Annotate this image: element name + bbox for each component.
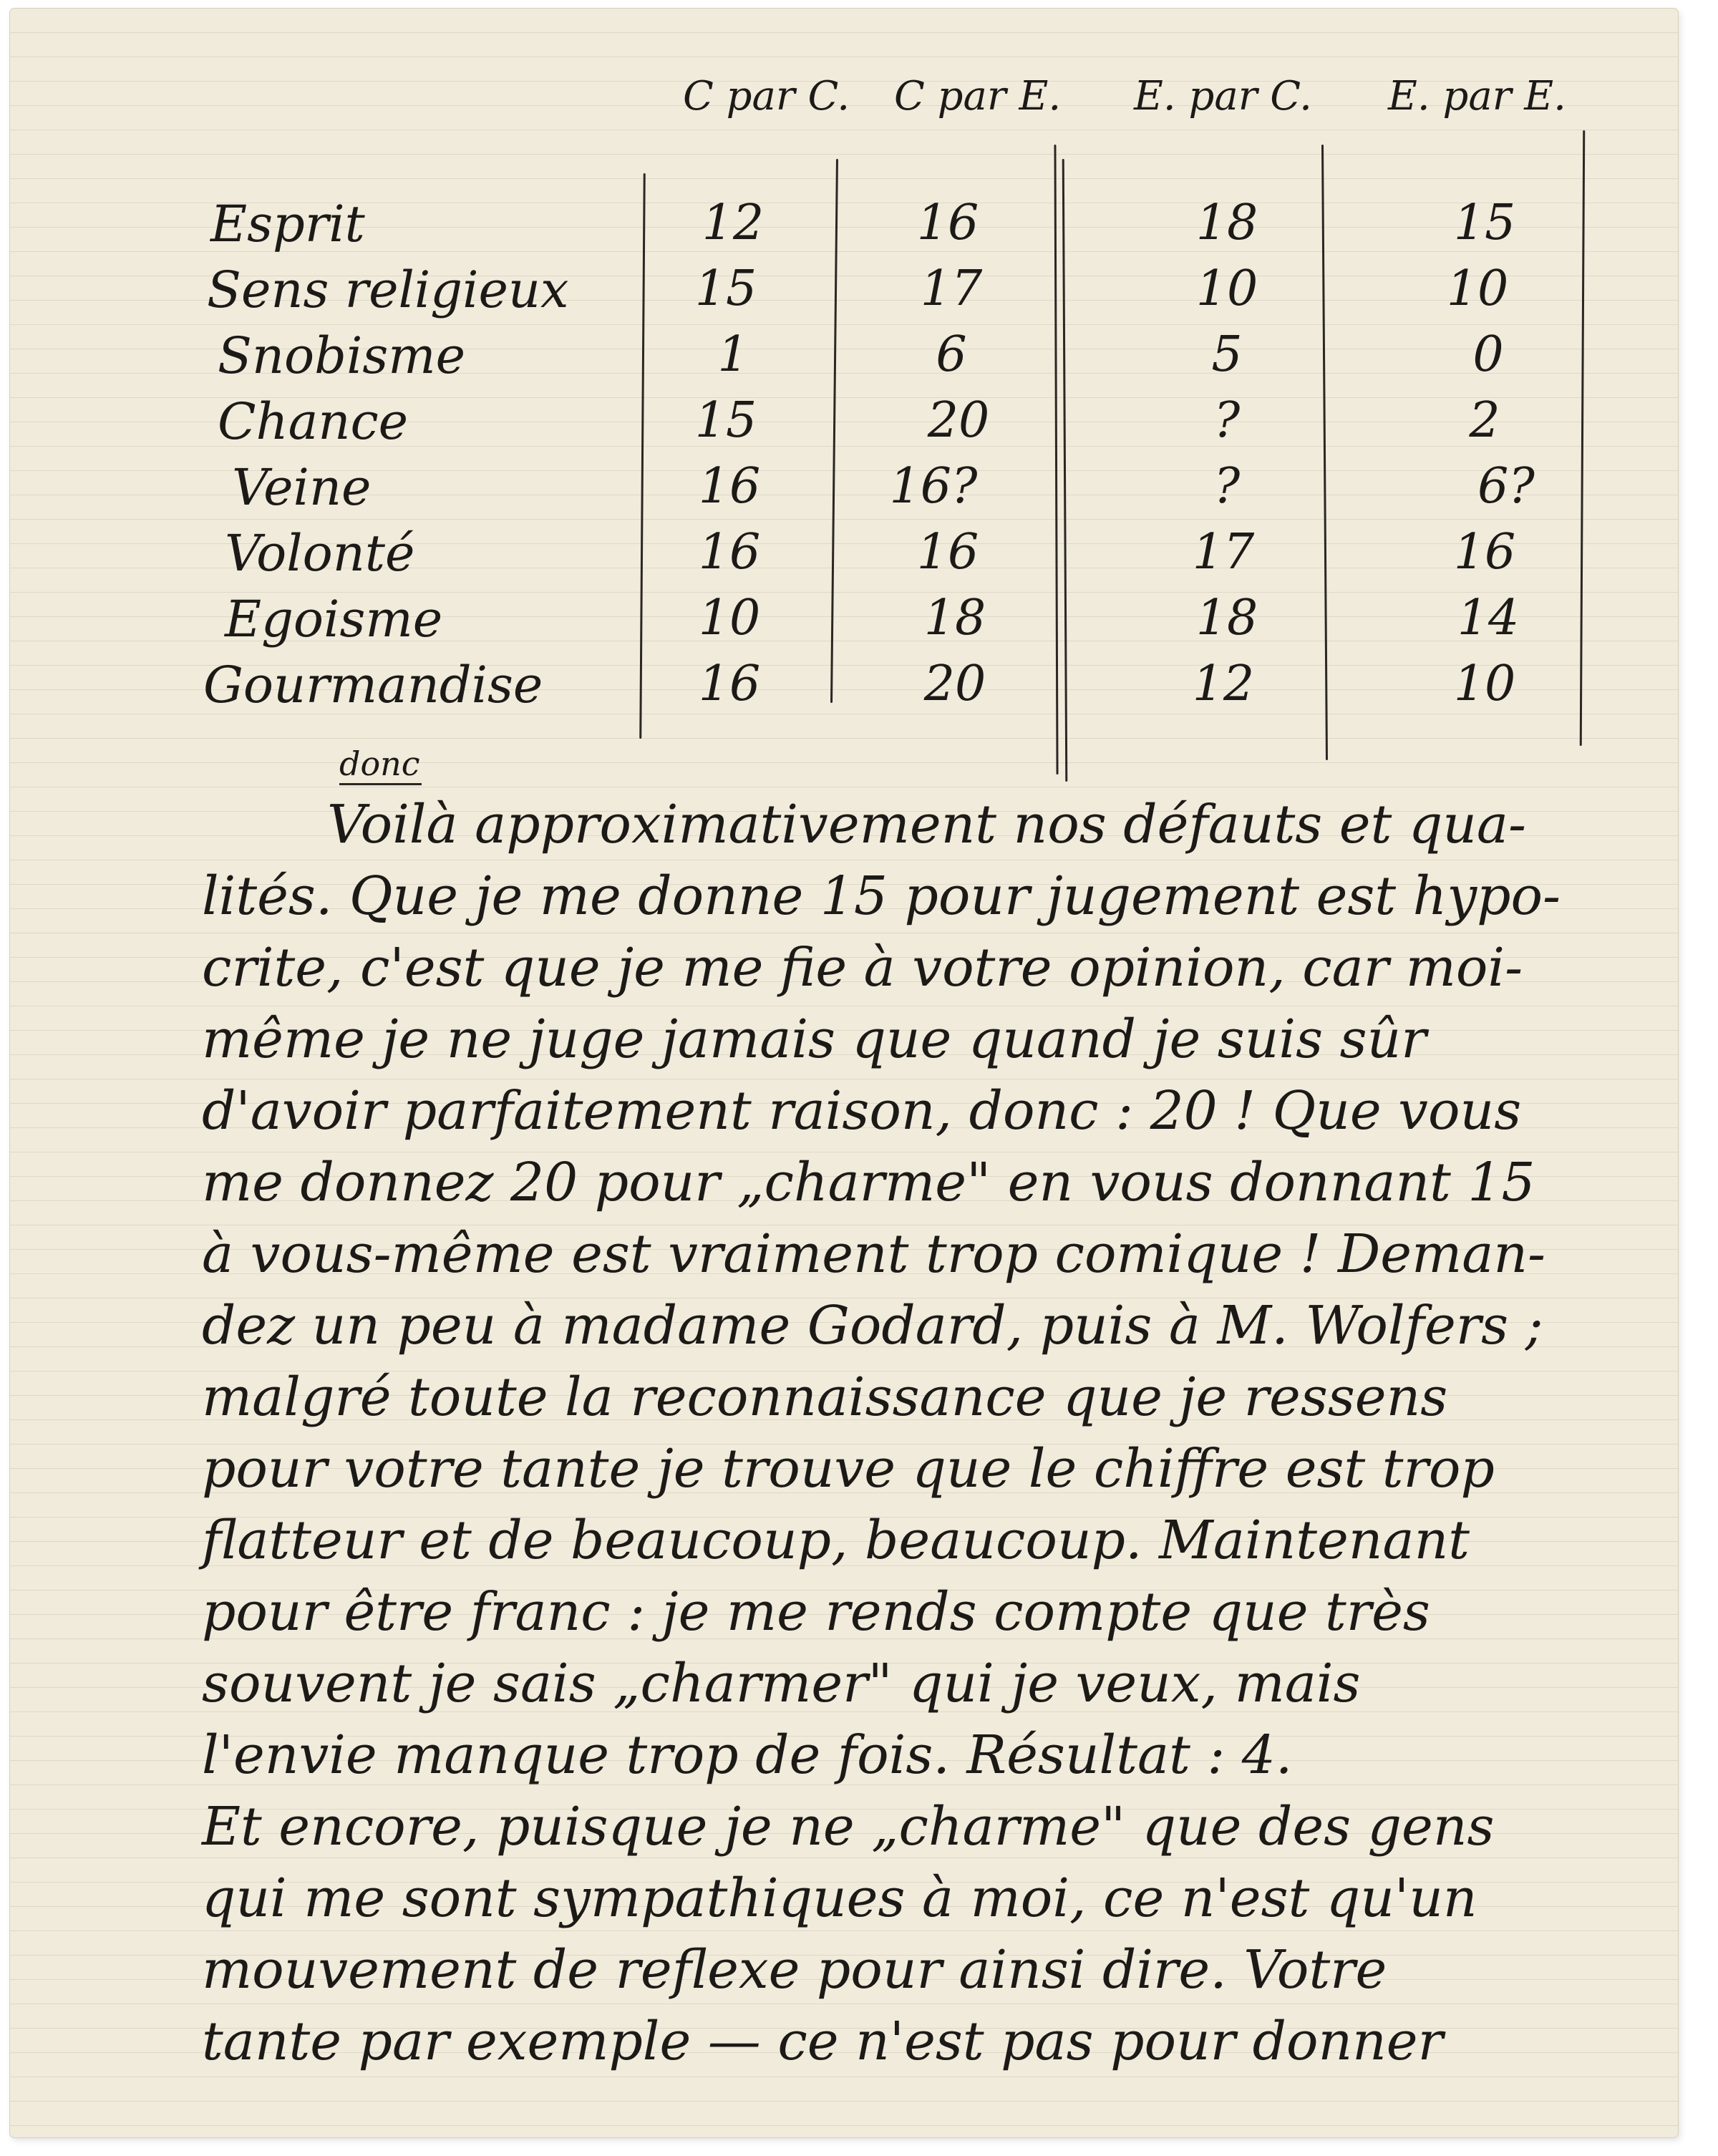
table-row [203, 656, 1621, 720]
table-row [203, 326, 1621, 391]
text-line: souvent je sais „charmer" qui je veux, mais [202, 1653, 1361, 1714]
table-cell: 12 [1192, 656, 1255, 712]
table-cell: ? [1213, 458, 1241, 515]
column-header: C par E. [894, 73, 1062, 120]
table-cell: 17 [1192, 524, 1255, 581]
text-line: dez un peu à madame Godard, puis à M. Wolfers ; [202, 1295, 1543, 1356]
letter-page [10, 9, 1678, 2137]
text-line: malgré toute la reconnaissance que je ressens [202, 1366, 1448, 1428]
table-row [203, 261, 1621, 325]
table-cell: 1 [717, 326, 749, 383]
table-cell: 0 [1472, 326, 1504, 383]
text-line: Et encore, puisque je ne „charme" que des gens [202, 1796, 1495, 1858]
table-cell: 16 [698, 458, 761, 515]
table-cell: 16 [916, 524, 979, 581]
column-header: C par C. [683, 73, 850, 120]
table-cell: 10 [1453, 656, 1516, 712]
row-label: Esprit [210, 195, 365, 253]
table-cell: 18 [1195, 590, 1258, 646]
text-line: pour votre tante je trouve que le chiffre est trop [202, 1438, 1495, 1500]
table-cell: 10 [1195, 261, 1258, 317]
table-cell: 2 [1469, 392, 1500, 449]
table-cell: 16 [698, 656, 761, 712]
table-cell: 15 [694, 392, 757, 449]
table-row [203, 195, 1621, 259]
row-label: Chance [218, 392, 409, 451]
table-cell: 15 [694, 261, 757, 317]
table-cell: 10 [698, 590, 761, 646]
table-cell: 6? [1477, 458, 1535, 515]
text-line: Voilà approximativement nos défauts et qua- [327, 794, 1527, 855]
row-label: Sens religieux [207, 261, 569, 319]
table-cell: 16 [698, 524, 761, 581]
table-cell: 16? [889, 458, 978, 515]
table-row [203, 392, 1621, 457]
table-cell: 18 [923, 590, 986, 646]
text-line: me donnez 20 pour „charme" en vous donnant 15 [202, 1152, 1535, 1213]
table-cell: 12 [702, 195, 765, 251]
table-cell: 16 [916, 195, 979, 251]
text-line: lités. Que je me donne 15 pour jugement est hypo- [202, 865, 1561, 927]
text-line: qui me sont sympathiques à moi, ce n'est qu'un [202, 1868, 1477, 1929]
table-cell: 18 [1195, 195, 1258, 251]
text-line: tante par exemple — ce n'est pas pour donner [202, 2011, 1443, 2072]
table-cell: 14 [1457, 590, 1520, 646]
text-line: pour être franc : je me rends compte que très [202, 1581, 1430, 1643]
table-cell: ? [1213, 392, 1241, 449]
row-label: Volonté [225, 524, 415, 583]
table-row [203, 590, 1621, 654]
column-header: E. par C. [1134, 73, 1312, 120]
row-label: Egoisme [225, 590, 443, 649]
table-cell: 20 [927, 392, 990, 449]
letter-body [202, 789, 1691, 2077]
table-cell: 15 [1453, 195, 1516, 251]
row-label: Veine [232, 458, 372, 517]
interlinear-insertion: donc [339, 744, 422, 785]
ratings-table [203, 73, 1621, 774]
text-line: crite, c'est que je me fie à votre opinion, car moi- [202, 937, 1523, 999]
table-row [203, 524, 1621, 588]
table-cell: 6 [936, 326, 967, 383]
column-header: E. par E. [1388, 73, 1566, 120]
text-line: à vous-même est vraiment trop comique ! Deman- [202, 1223, 1546, 1285]
text-line: d'avoir parfaitement raison, donc : 20 ! Que vous [202, 1080, 1522, 1142]
text-line: mouvement de reflexe pour ainsi dire. Votre [202, 1939, 1387, 2001]
table-cell: 16 [1453, 524, 1516, 581]
table-cell: 17 [920, 261, 983, 317]
text-line: même je ne juge jamais que quand je suis sûr [202, 1009, 1427, 1070]
row-label: Snobisme [218, 326, 466, 385]
table-cell: 10 [1446, 261, 1509, 317]
row-label: Gourmandise [203, 656, 543, 714]
text-line: flatteur et de beaucoup, beaucoup. Maintenant [202, 1510, 1470, 1571]
table-cell: 5 [1211, 326, 1243, 383]
table-row [203, 458, 1621, 523]
table-cell: 20 [923, 656, 986, 712]
text-line: l'envie manque trop de fois. Résultat : 4. [202, 1724, 1293, 1786]
